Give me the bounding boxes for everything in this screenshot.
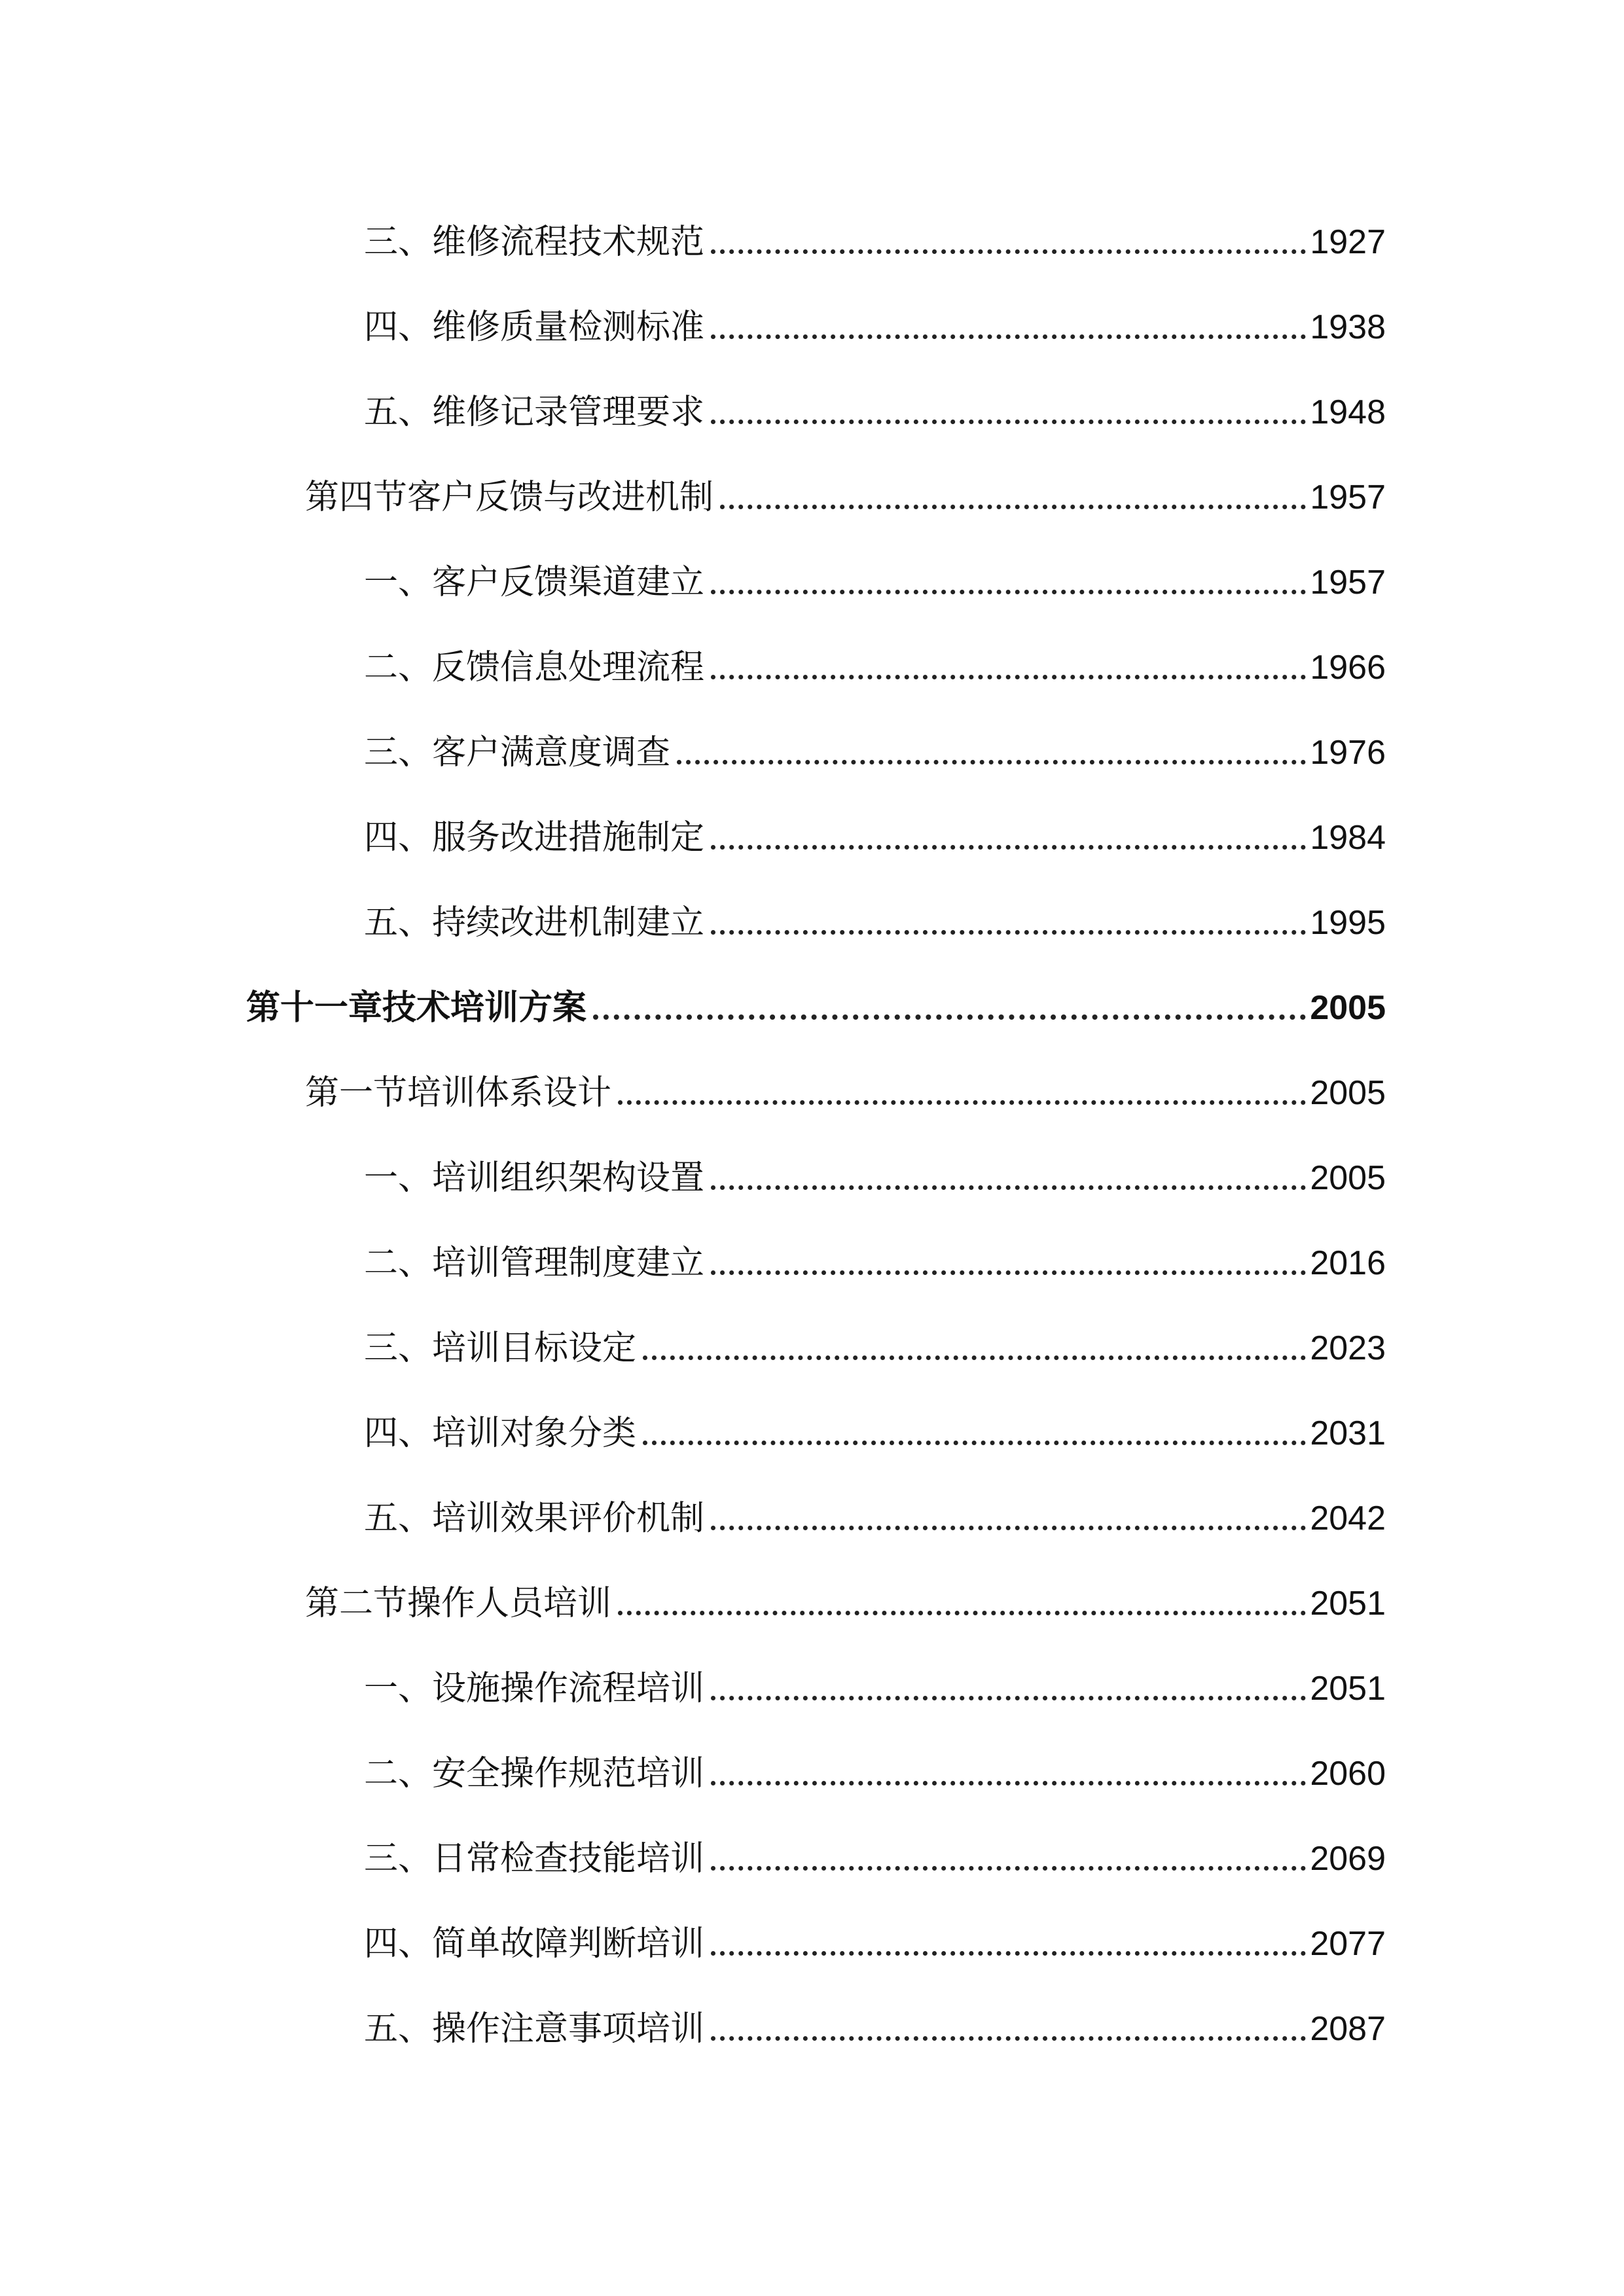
toc-entry[interactable] xyxy=(364,295,1386,347)
toc-dot-leader xyxy=(711,590,1306,594)
toc-entry-page: 1995 xyxy=(1310,904,1386,942)
toc-entry-page: 1957 xyxy=(1310,478,1386,516)
toc-dot-leader xyxy=(711,1951,1306,1956)
toc-entry[interactable] xyxy=(364,890,1386,942)
toc-dot-leader xyxy=(677,760,1306,764)
toc-dot-leader xyxy=(711,930,1306,935)
toc-entry-title: 三、培训目标设定 xyxy=(364,1329,637,1368)
toc-entry-page: 2031 xyxy=(1310,1414,1386,1452)
toc-entry-page: 2005 xyxy=(1310,1074,1386,1112)
toc-entry-title: 三、客户满意度调查 xyxy=(364,733,671,772)
toc-dot-leader xyxy=(618,1611,1306,1615)
toc-dot-leader xyxy=(711,249,1306,254)
toc-entry-page: 2023 xyxy=(1310,1329,1386,1367)
toc-dot-leader xyxy=(643,1355,1306,1360)
toc-dot-leader xyxy=(711,1866,1306,1871)
toc-entry-title: 一、客户反馈渠道建立 xyxy=(364,563,705,602)
toc-entry-title: 二、培训管理制度建立 xyxy=(364,1244,705,1283)
toc-entry-title: 四、维修质量检测标准 xyxy=(364,308,705,347)
toc-entry-page: 2087 xyxy=(1310,2010,1386,2048)
toc-dot-leader xyxy=(593,1014,1306,1020)
toc-entry-page: 2060 xyxy=(1310,1755,1386,1793)
toc-entry-page: 1948 xyxy=(1310,393,1386,431)
toc-entry-title: 四、服务改进措施制定 xyxy=(364,818,705,857)
toc-entry-title: 第四节客户反馈与改进机制 xyxy=(305,478,714,517)
toc-entry-page: 1976 xyxy=(1310,734,1386,772)
toc-entry[interactable] xyxy=(364,209,1386,262)
toc-entry-page: 1957 xyxy=(1310,564,1386,601)
toc-entry-title: 一、培训组织架构设置 xyxy=(364,1158,705,1198)
toc-entry[interactable] xyxy=(364,1826,1386,1878)
toc-dot-leader xyxy=(711,334,1306,339)
toc-entry-page: 2005 xyxy=(1310,1159,1386,1197)
toc-entry-page: 1927 xyxy=(1310,223,1386,261)
toc-dot-leader xyxy=(618,1100,1306,1105)
toc-entry-title: 三、维修流程技术规范 xyxy=(364,223,705,262)
toc-dot-leader xyxy=(711,1781,1306,1785)
toc-entry[interactable] xyxy=(364,805,1386,857)
toc-entry-title: 二、安全操作规范培训 xyxy=(364,1754,705,1793)
toc-entry-page: 2042 xyxy=(1310,1499,1386,1537)
toc-entry-page: 2005 xyxy=(1310,989,1386,1027)
toc-entry[interactable] xyxy=(364,1316,1386,1368)
toc-dot-leader xyxy=(711,420,1306,424)
toc-entry[interactable] xyxy=(305,1571,1386,1623)
toc-entry[interactable] xyxy=(364,1656,1386,1708)
toc-dot-leader xyxy=(711,2036,1306,2041)
toc-dot-leader xyxy=(711,1526,1306,1530)
toc-entry-title: 四、培训对象分类 xyxy=(364,1414,637,1453)
toc-dot-leader xyxy=(711,675,1306,679)
toc-dot-leader xyxy=(711,1696,1306,1700)
toc-entry-title: 五、培训效果评价机制 xyxy=(364,1499,705,1538)
toc-dot-leader xyxy=(720,505,1306,509)
toc-entry[interactable] xyxy=(246,975,1386,1028)
toc-dot-leader xyxy=(711,1270,1306,1275)
toc-entry-title: 五、持续改进机制建立 xyxy=(364,903,705,942)
toc-entry[interactable] xyxy=(364,1486,1386,1538)
toc-entry-page: 1938 xyxy=(1310,308,1386,346)
toc-entry[interactable] xyxy=(364,720,1386,772)
toc-entry[interactable] xyxy=(364,1996,1386,2049)
toc-entry-page: 2077 xyxy=(1310,1925,1386,1963)
toc-entry-title: 二、反馈信息处理流程 xyxy=(364,648,705,687)
toc-entry[interactable] xyxy=(305,465,1386,517)
toc-entry-title: 一、设施操作流程培训 xyxy=(364,1669,705,1708)
toc-entry-page: 2051 xyxy=(1310,1670,1386,1708)
toc-entry[interactable] xyxy=(364,635,1386,687)
toc-entry[interactable] xyxy=(305,1060,1386,1113)
toc-dot-leader xyxy=(711,845,1306,850)
toc-entry-title: 第十一章技术培训方案 xyxy=(246,988,587,1028)
toc-entry-page: 1984 xyxy=(1310,819,1386,857)
toc-entry-title: 三、日常检查技能培训 xyxy=(364,1839,705,1878)
toc-entry[interactable] xyxy=(364,550,1386,602)
toc-dot-leader xyxy=(643,1441,1306,1445)
toc-entry-page: 2016 xyxy=(1310,1244,1386,1282)
toc-entry[interactable] xyxy=(364,1145,1386,1198)
toc-entry-title: 四、简单故障判断培训 xyxy=(364,1924,705,1964)
toc-entry[interactable] xyxy=(364,380,1386,432)
toc-dot-leader xyxy=(711,1185,1306,1190)
toc-entry[interactable] xyxy=(364,1741,1386,1793)
toc-entry[interactable] xyxy=(364,1911,1386,1964)
toc-entry-page: 2069 xyxy=(1310,1840,1386,1878)
toc-entry[interactable] xyxy=(364,1401,1386,1453)
toc-entry-title: 第一节培训体系设计 xyxy=(305,1073,612,1113)
toc-entry-title: 五、操作注意事项培训 xyxy=(364,2009,705,2049)
toc-entry[interactable] xyxy=(364,1230,1386,1283)
toc-entry-page: 2051 xyxy=(1310,1585,1386,1623)
toc-entry-page: 1966 xyxy=(1310,649,1386,687)
toc-entry-title: 五、维修记录管理要求 xyxy=(364,393,705,432)
toc-entry-title: 第二节操作人员培训 xyxy=(305,1584,612,1623)
